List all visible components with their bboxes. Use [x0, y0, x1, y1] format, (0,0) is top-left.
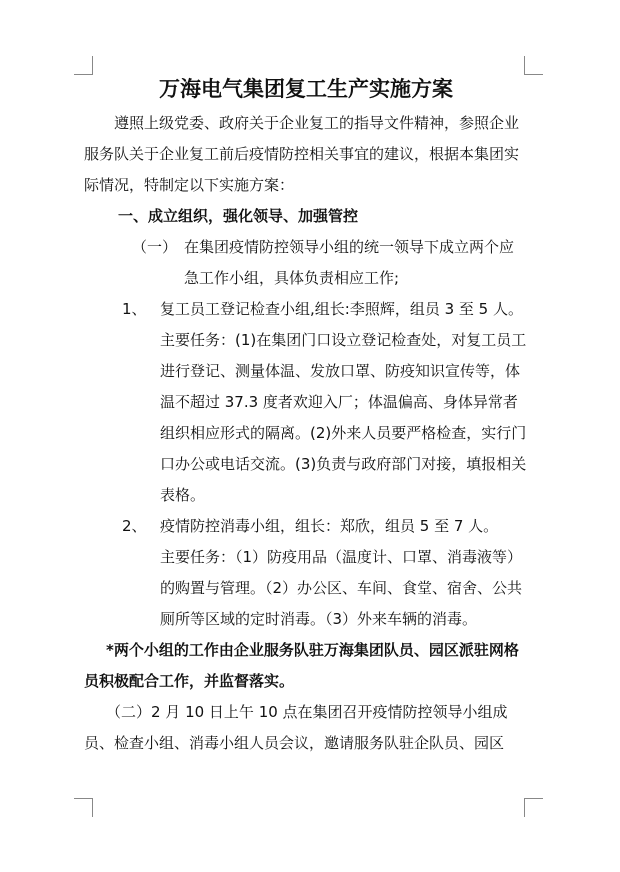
list-item-1-text: 复工员工登记检查小组,组长:李照辉，组员 3 至 5 人。: [160, 300, 523, 318]
subsection-1-text: 在集团疫情防控领导小组的统一领导下成立两个应急工作小组，具体负责相应工作;: [184, 238, 515, 287]
document-page[interactable]: [84, 70, 528, 759]
document-title: 万海电气集团复工生产实施方案: [159, 76, 453, 101]
list-item-2-tasks: 主要任务：（1）防疫用品（温度计、口罩、消毒液等）的购置与管理。（2）办公区、车间、食堂、宿舍、公共厕所等区域的定时消毒。（3）外来车辆的消毒。: [160, 548, 523, 628]
page-corner-mark-bottom-left: [74, 798, 93, 817]
subsection-2-paragraph: （二）2 月 10 日上午 10 点在集团召开疫情防控领导小组成员、检查小组、消毒小组人员会议，邀请服务队驻企队员、园区: [84, 703, 508, 752]
list-item-1: [84, 294, 528, 325]
page-corner-mark-bottom-right: [524, 798, 543, 817]
subsection-1-number: （一）: [132, 238, 178, 256]
intro-paragraph: 遵照上级党委、政府关于企业复工的指导文件精神，参照企业服务队关于企业复工前后疫情防控相关事宜的建议，根据本集团实际情况，特制定以下实施方案：: [84, 114, 520, 194]
section-heading-1: 一、成立组织，强化领导、加强管控: [118, 207, 359, 225]
list-item-1-number: 1、: [122, 300, 147, 318]
list-item-1-tasks: 主要任务：(1)在集团门口设立登记检查处，对复工员工进行登记、测量体温、发放口罩、防疫知识宣传等，体温不超过 37.3 度者欢迎入厂；体温偏高、身体异常者组织相应形式的隔离。(2)外来人员要严格检查，实行门口办公或电话交流。(3)负责与政府部门对接，填报相关表格。: [160, 331, 527, 504]
note-paragraph: *两个小组的工作由企业服务队驻万海集团队员、园区派驻网格员积极配合工作，并监督落实。: [84, 641, 519, 690]
list-item-2-number: 2、: [122, 517, 147, 535]
list-item-2-text: 疫情防控消毒小组，组长：郑欣，组员 5 至 7 人。: [160, 517, 499, 535]
list-item-2: [84, 511, 528, 542]
subsection-1: [84, 232, 528, 294]
